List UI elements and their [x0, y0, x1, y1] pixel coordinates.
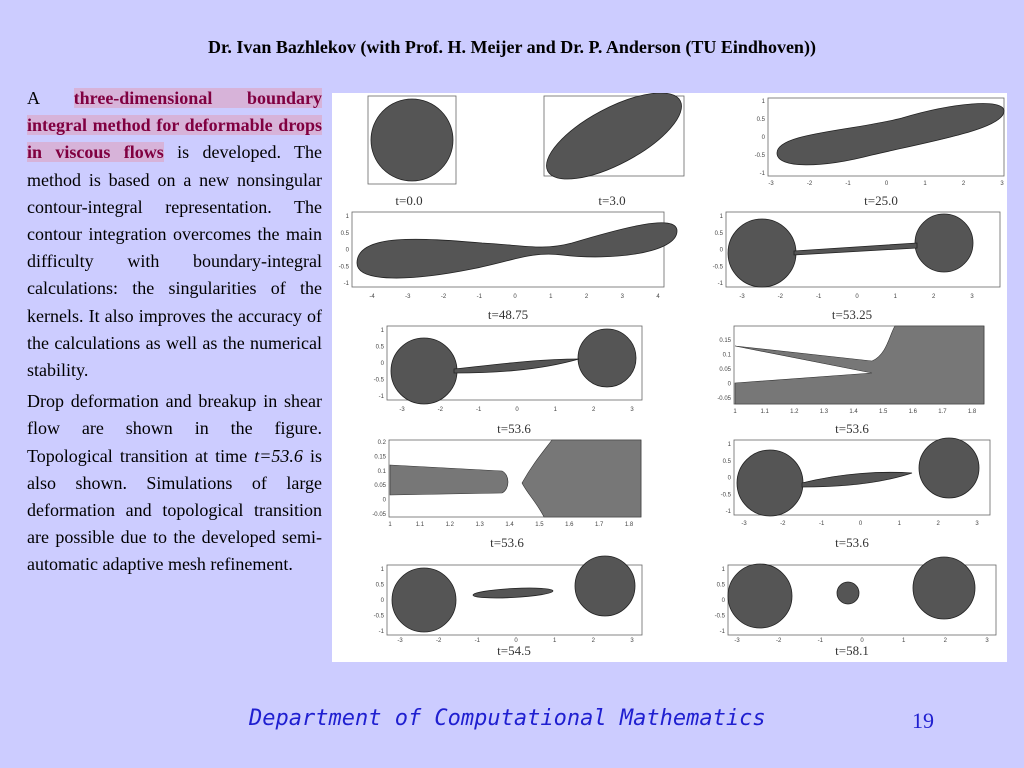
panel-t53-6-zoom-b-y-tick: 0.2 [377, 440, 386, 446]
panel-t48-75-x-tick: 2 [584, 294, 589, 300]
panel-t53-6-a-x-tick: 0 [515, 407, 519, 413]
panel-t53-25-y-tick: -0.5 [712, 264, 723, 271]
panel-t53-6-a-x-tick: -1 [475, 407, 482, 413]
panel-t25-x-tick: -1 [845, 181, 851, 187]
panel-t53-6-zoom-b-x-tick: 1.3 [475, 522, 484, 528]
panel-t25-x-tick: 2 [961, 181, 966, 187]
panel-t53-6-zoom-b [389, 440, 641, 550]
panel-t25-x-tick: 3 [1000, 181, 1004, 187]
panel-t54-5-x-tick: 1 [552, 638, 557, 644]
panel-t53-6-zoom-a-x-tick: 1.4 [849, 409, 858, 415]
panel-t53-6-zoom-a-y-tick: 0 [727, 381, 731, 388]
panel-t53-6-zoom-b-y-tick: 0.15 [374, 454, 386, 461]
panel-t53-6-a-x-tick: -3 [399, 407, 405, 413]
panel-t48-75-x-tick: -4 [369, 294, 375, 300]
para1-lead: A [27, 88, 40, 108]
panel-t3 [535, 93, 694, 208]
panel-t48-75-y-tick: 0.5 [340, 230, 349, 237]
panel-t54-5-y-tick: -0.5 [373, 613, 384, 620]
panel-t54-5-y-tick: 0 [380, 598, 384, 604]
caption-t58-1: t=58.1 [835, 643, 869, 658]
caption-t48-75: t=48.75 [487, 307, 529, 322]
panel-t53-6-zoom-a-x-tick: 1.1 [760, 409, 769, 415]
panel-t53-6-a-y-tick: 0 [380, 361, 384, 367]
footer-department: Department of Computational Mathematics [249, 706, 766, 731]
panel-t58-1-y-tick: -1 [719, 629, 725, 635]
panel-t53-25-x-tick: -3 [739, 294, 745, 300]
panel-t53-25-x-tick: 2 [931, 294, 936, 300]
panel-t53-25-y-tick: 0 [719, 247, 723, 254]
panel-t58-1-x-tick: -2 [775, 638, 782, 644]
caption-t53-25: t=53.25 [831, 307, 873, 322]
panel-t53-6-zoom-a-y-tick: 0.05 [719, 367, 731, 373]
panel-t53-6-a-y-tick: 1 [380, 328, 384, 334]
panel-t53-6-a-y-tick: 0.5 [375, 344, 384, 351]
panel-t53-6-zoom-a-x-tick: 1.8 [967, 409, 977, 415]
panel-t53-25-x-tick: -2 [777, 294, 784, 300]
panel-t48-75-x-tick: 1 [549, 294, 553, 300]
paragraph-1 [27, 85, 322, 384]
panel-t53-6-a-x-tick: 3 [630, 407, 634, 413]
panel-t53-6-zoom-a-x-tick: 1.3 [819, 409, 829, 415]
panel-t58-1-x-tick: 1 [901, 638, 906, 644]
panel-t53-6-a-y-tick: -1 [378, 394, 384, 400]
panel-t53-6-d-x-tick: 3 [975, 521, 979, 527]
paragraph-2 [27, 388, 322, 578]
panel-t53-6-d-x-tick: 0 [858, 521, 863, 527]
panel-t25-y-tick: 0 [761, 135, 765, 141]
caption-t53-6-c: t=53.6 [490, 535, 524, 550]
caption-t54-5: t=54.5 [497, 643, 531, 658]
panel-t53-25-y-tick: -1 [717, 281, 723, 287]
highlighted-method-name: three-dimensional boundary integral method for deformable drops in viscous flows [27, 88, 322, 163]
panel-t54-5-x-tick: 3 [630, 638, 634, 644]
panel-t54-5-x-tick: -1 [474, 638, 481, 644]
panel-t25-y-tick: 1 [761, 99, 765, 105]
caption-t53-6-a: t=53.6 [497, 421, 531, 436]
panel-t54-5-y-tick: 0.5 [375, 582, 384, 589]
panel-t53-25-x-tick: 0 [855, 294, 859, 300]
panel-t53-6-zoom-a-x-tick: 1.5 [878, 409, 888, 415]
panel-t53-6-zoom-a-y-tick: 0.1 [722, 352, 731, 359]
panel-t25-y-tick: -1 [759, 171, 765, 177]
page-number: 19 [912, 708, 934, 733]
panel-t25-x-tick: -3 [768, 181, 774, 187]
panel-t53-6-zoom-b-y-tick: 0 [382, 497, 386, 504]
panel-t54-5-x-tick: -3 [397, 638, 403, 644]
panel-t48-75-y-tick: 0 [345, 247, 349, 254]
panel-t53-6-d-y-tick: 1 [727, 442, 731, 448]
panel-t53-25-x-tick: 1 [893, 294, 898, 300]
panel-t53-6-d-x-tick: -1 [818, 521, 825, 527]
slide-title: Dr. Ivan Bazhlekov (with Prof. H. Meijer and Dr. P. Anderson (TU Eindhoven)) [208, 37, 816, 57]
panel-t0 [368, 96, 456, 208]
caption-t0: t=0.0 [395, 193, 423, 208]
panel-t48-75-x-tick: -1 [476, 294, 482, 300]
panel-t58-1-x-tick: -1 [817, 638, 824, 644]
panel-t53-25-y-tick: 0.5 [714, 230, 723, 237]
para2-b: is also shown. Simulations of large deformation and topological transition are possible due to the developed semi-automatic adaptive mesh refinement. [27, 445, 322, 575]
panel-t53-6-d-y-tick: -1 [725, 509, 731, 515]
panel-t53-6-a-x-tick: 1 [553, 407, 558, 413]
panel-t48-75-y-tick: -1 [343, 281, 349, 287]
panel-t53-6-d-x-tick: -2 [780, 521, 786, 527]
panel-t54-5-x-tick: 2 [591, 638, 596, 644]
panel-t53-6-zoom-a-x-tick: 1.6 [908, 409, 917, 415]
panel-t53-6-d-x-tick: 2 [936, 521, 940, 527]
panel-t53-6-a-x-tick: -2 [437, 407, 444, 413]
panel-t48-75-y-tick: -0.5 [338, 264, 349, 271]
panel-t53-6-zoom-a-x-tick: 1 [733, 409, 737, 415]
panel-t53-6-zoom-b-x-tick: 1.4 [505, 522, 514, 528]
panel-t53-6-zoom-a-y-tick: 0.15 [719, 338, 731, 344]
panel-t54-5-y-tick: -1 [378, 629, 384, 635]
panel-t53-6-d-y-tick: 0 [727, 475, 731, 482]
panel-t48-75-x-tick: 0 [513, 294, 517, 300]
panel-t53-6-d [734, 438, 990, 550]
panel-t25 [768, 98, 1004, 208]
panel-t25-x-tick: 1 [923, 181, 927, 187]
panel-t58-1-y-tick: 1 [721, 567, 725, 573]
para2-time: t=53.6 [254, 445, 303, 466]
panel-t58-1-x-tick: 3 [985, 638, 989, 644]
panel-t48-75 [352, 212, 677, 322]
panel-t48-75-x-tick: 3 [620, 294, 624, 300]
panel-t48-75-x-tick: -2 [440, 294, 447, 300]
panel-t58-1-y-tick: 0 [721, 598, 725, 604]
panel-t53-6-zoom-b-x-tick: 1.7 [594, 522, 604, 528]
drop-deformation-figure [332, 93, 1007, 662]
caption-t25: t=25.0 [864, 193, 898, 208]
panel-t48-75-x-tick: -3 [405, 294, 411, 300]
caption-t3: t=3.0 [598, 193, 626, 208]
panel-t54-5-x-tick: 0 [514, 638, 518, 644]
panel-t53-6-zoom-a-x-tick: 1.7 [938, 409, 947, 415]
panel-t53-6-a [387, 326, 642, 436]
panel-t53-6-d-x-tick: 1 [897, 521, 902, 527]
panel-t53-25-x-tick: -1 [815, 294, 822, 300]
panel-t53-6-a-y-tick: -0.5 [373, 377, 384, 384]
panel-t48-75-x-tick: 4 [656, 294, 660, 300]
panel-t53-6-a-x-tick: 2 [591, 407, 596, 413]
panel-t54-5-x-tick: -2 [435, 638, 442, 644]
panel-t48-75-y-tick: 1 [345, 214, 349, 220]
panel-t53-6-zoom-b-x-tick: 1 [388, 522, 392, 528]
panel-t58-1-y-tick: 0.5 [716, 582, 725, 589]
panel-t25-x-tick: 0 [884, 181, 889, 187]
panel-t58-1-x-tick: -3 [734, 638, 740, 644]
panel-t53-6-zoom-b-y-tick: -0.05 [372, 512, 386, 518]
panel-t53-6-zoom-b-y-tick: 0.1 [377, 468, 386, 475]
para2-a: Drop deformation and breakup in shear flow are shown in the figure. Topological transition at time [27, 391, 322, 466]
panel-t53-6-zoom-a-y-tick: -0.05 [717, 396, 731, 402]
panel-t25-y-tick: -0.5 [754, 153, 765, 159]
caption-t53-6-b: t=53.6 [835, 421, 869, 436]
panel-t53-6-d-y-tick: -0.5 [720, 492, 731, 499]
panel-t58-1-y-tick: -0.5 [714, 613, 725, 620]
panel-t53-25 [726, 212, 1000, 322]
panel-t58-1-x-tick: 0 [860, 638, 864, 644]
panel-t53-25-x-tick: 3 [970, 294, 974, 300]
panel-t53-6-d-x-tick: -3 [741, 521, 747, 527]
para1-rest: is developed. The method is based on a new nonsingular contour-integral representation. The contour integration overcomes the main difficulty with boundary-integral calculations: the singularities of the kernels. It also improves the accuracy of the calculations as well as the numerical stability. [27, 142, 323, 381]
panel-t54-5-y-tick: 1 [380, 567, 384, 573]
panel-t53-6-zoom-b-x-tick: 1.8 [624, 522, 634, 528]
panel-t53-6-zoom-a [734, 326, 984, 436]
panel-t53-6-zoom-b-x-tick: 1.6 [565, 522, 574, 528]
panel-t53-6-zoom-b-x-tick: 1.2 [445, 522, 454, 528]
body-text [27, 85, 322, 583]
panel-t25-y-tick: 0.5 [756, 117, 765, 123]
caption-t53-6-d: t=53.6 [835, 535, 869, 550]
panel-t53-25-y-tick: 1 [719, 214, 723, 220]
panel-t53-6-zoom-a-x-tick: 1.2 [790, 409, 799, 415]
panel-t53-6-zoom-b-y-tick: 0.05 [374, 483, 386, 490]
panel-t53-6-zoom-b-x-tick: 1.5 [535, 522, 544, 528]
panel-t53-6-zoom-b-x-tick: 1.1 [415, 522, 425, 528]
panel-t58-1-x-tick: 2 [943, 638, 948, 644]
panel-t25-x-tick: -2 [806, 181, 813, 187]
panel-t53-6-d-y-tick: 0.5 [722, 458, 731, 465]
